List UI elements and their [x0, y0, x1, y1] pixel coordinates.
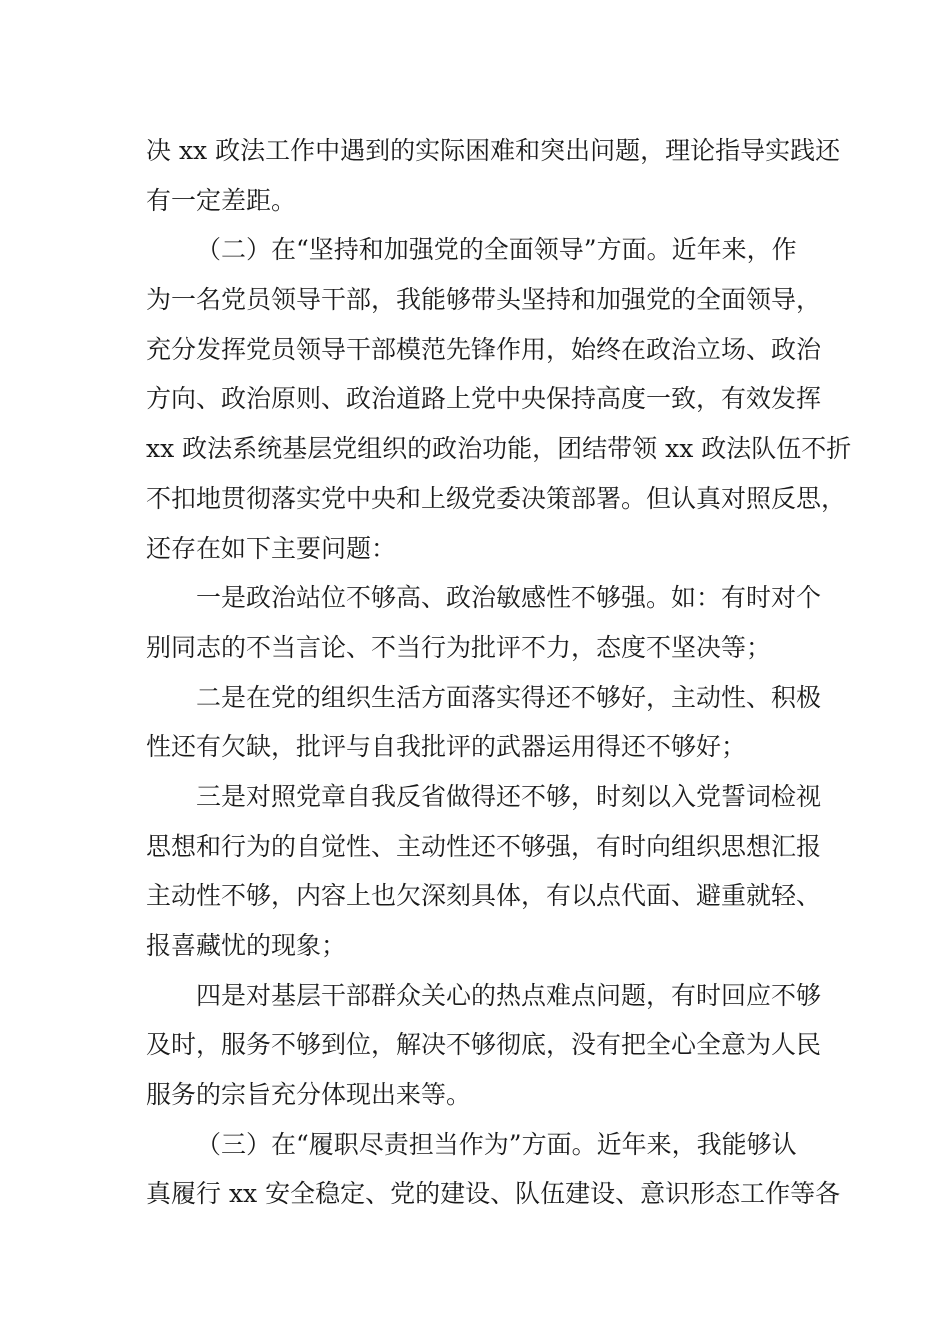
text-line: 还存在如下主要问题： [146, 533, 397, 563]
problem-item-line: 三是对照党章自我反省做得还不够，时刻以入党誓词检视 [196, 781, 822, 811]
text-line: 别同志的不当言论、不当行为批评不力，态度不坚决等； [146, 632, 772, 662]
document-body [146, 126, 852, 1219]
text-line: 决 xx 政法工作中遇到的实际困难和突出问题，理论指导实践还 [146, 136, 841, 165]
text-line: 报喜藏忧的现象； [146, 931, 347, 960]
section-heading-line: （二）在“坚持和加强党的全面领导”方面。近年来，作 [196, 235, 797, 265]
text-line: 为一名党员领导干部，我能够带头坚持和加强党的全面领导， [146, 285, 822, 315]
problem-item-line: 一是政治站位不够高、政治敏感性不够强。如：有时对个 [196, 583, 822, 613]
text-line: 有一定差距。 [146, 185, 297, 215]
text-line: 思想和行为的自觉性、主动性还不够强，有时向组织思想汇报 [146, 831, 822, 861]
text-line: 性还有欠缺，批评与自我批评的武器运用得还不够好； [146, 732, 747, 762]
text-line: 充分发挥党员领导干部模范先锋作用，始终在政治立场、政治 [146, 334, 822, 364]
problem-item-line: 二是在党的组织生活方面落实得还不够好，主动性、积极 [196, 682, 822, 712]
text-line: 真履行 xx 安全稳定、党的建设、队伍建设、意识形态工作等各 [146, 1179, 841, 1209]
text-line: 方向、政治原则、政治道路上党中央保持高度一致，有效发挥 [146, 384, 822, 414]
text-line: 服务的宗旨充分体现出来等。 [146, 1080, 472, 1110]
text-line: 及时，服务不够到位，解决不够彻底，没有把全心全意为人民 [146, 1030, 822, 1060]
text-line: 主动性不够，内容上也欠深刻具体，有以点代面、避重就轻、 [146, 881, 822, 911]
section-heading-line: （三）在“履职尽责担当作为”方面。近年来，我能够认 [196, 1129, 797, 1159]
text-line: xx 政法系统基层党组织的政治功能，团结带领 xx 政法队伍不折 [146, 434, 852, 464]
problem-item-line: 四是对基层干部群众关心的热点难点问题，有时回应不够 [196, 980, 822, 1010]
text-line: 不扣地贯彻落实党中央和上级党委决策部署。但认真对照反思， [146, 483, 847, 513]
